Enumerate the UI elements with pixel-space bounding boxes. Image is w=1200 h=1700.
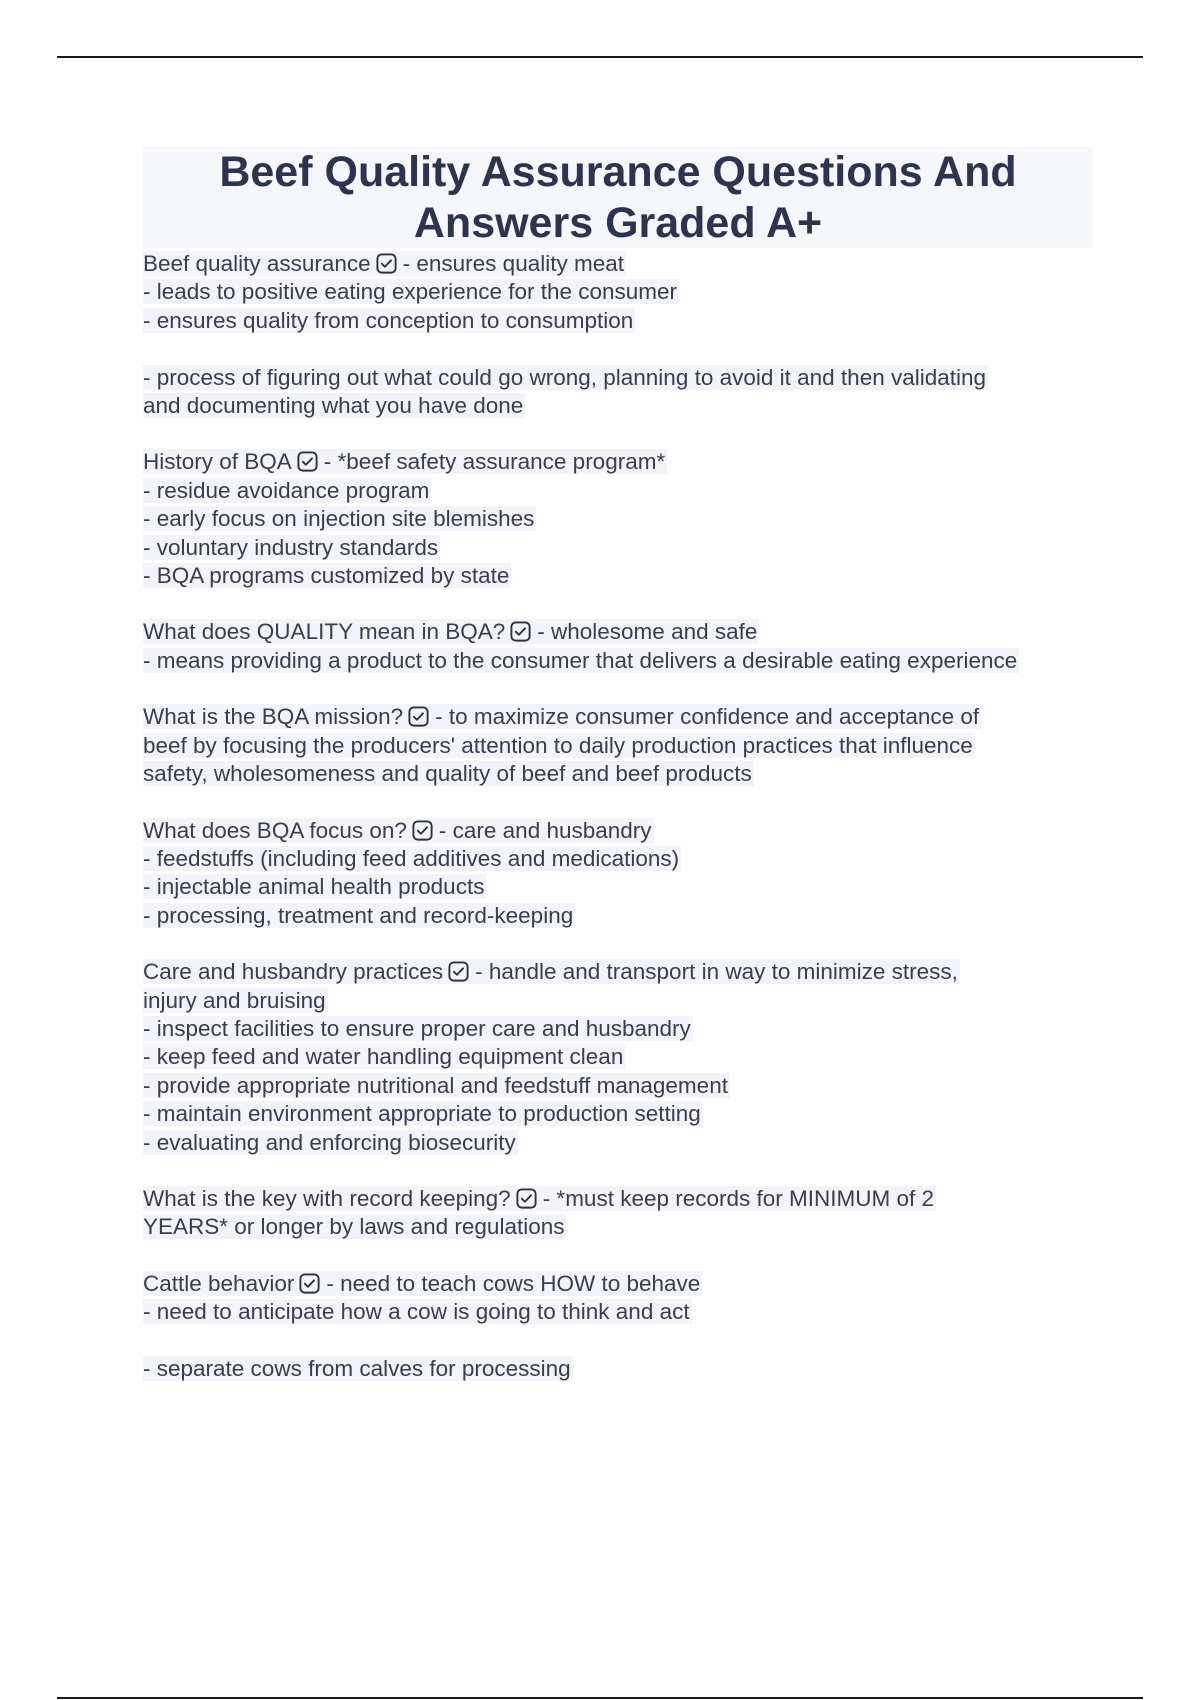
qa-answer-line-row	[143, 1298, 1093, 1326]
title-band	[143, 147, 1093, 248]
qa-highlight	[143, 818, 654, 843]
qa-answer-line-row	[143, 477, 1093, 505]
qa-list	[143, 250, 1093, 1383]
qa-answer-line: - wholesome and safe	[537, 619, 758, 645]
page-title-line-2: Answers Graded A+	[413, 199, 823, 247]
qa-item	[143, 1270, 1093, 1384]
qa-answer-line: - separate cows from calves for processing	[143, 1356, 571, 1381]
page-title-line-1: Beef Quality Assurance Questions And	[219, 148, 1017, 196]
qa-first-line	[143, 1270, 1093, 1298]
qa-answer-line: - keep feed and water handling equipment clean	[143, 1044, 624, 1070]
qa-answer-line-row	[143, 1100, 1093, 1128]
qa-item	[143, 618, 1093, 675]
qa-highlight	[143, 251, 626, 276]
qa-answer-line: - *beef safety assurance program*	[323, 449, 666, 475]
qa-highlight	[143, 959, 960, 984]
footer-rule	[57, 1697, 1143, 1699]
qa-answer-line: - voluntary industry standards	[143, 534, 439, 560]
qa-answer-line: - process of figuring out what could go wrong, planning to avoid it and then validating	[143, 364, 987, 390]
qa-first-line	[143, 618, 1093, 646]
checkbox-checked-icon	[407, 705, 430, 728]
qa-answer-line: - need to teach cows HOW to behave	[326, 1270, 701, 1296]
qa-answer-line-row	[143, 278, 1093, 306]
qa-answer-line: - injectable animal health products	[143, 874, 485, 900]
qa-answer-line: YEARS* or longer by laws and regulations	[143, 1214, 565, 1240]
qa-answer-line: - feedstuffs (including feed additives and medications)	[143, 845, 680, 871]
qa-answer-line-row	[143, 1129, 1093, 1157]
qa-highlight	[143, 619, 759, 644]
qa-answer-line-row	[143, 1327, 1093, 1355]
qa-first-line	[143, 250, 1093, 278]
qa-answer-line: beef by focusing the producers' attention to daily production practices that influence	[143, 732, 973, 758]
qa-answer-line-row	[143, 307, 1093, 335]
checkbox-checked-icon	[515, 1187, 538, 1210]
qa-answer-line-row	[143, 1072, 1093, 1100]
qa-first-line	[143, 703, 1093, 731]
qa-answer-line: - care and husbandry	[438, 817, 652, 843]
qa-question: Care and husbandry practices	[143, 959, 444, 985]
qa-answer-line: - early focus on injection site blemishes	[143, 506, 535, 532]
qa-question: Cattle behavior	[143, 1270, 295, 1296]
qa-answer-line-row	[143, 760, 1093, 788]
qa-answer-line-row	[143, 364, 1093, 392]
qa-answer-line-row	[143, 1015, 1093, 1043]
checkbox-checked-icon	[447, 960, 470, 983]
qa-answer-line: injury and bruising	[143, 987, 326, 1013]
qa-answer-line-row	[143, 647, 1093, 675]
qa-answer-line: and documenting what you have done	[143, 393, 524, 419]
qa-answer-line-row	[143, 902, 1093, 930]
qa-answer-line: safety, wholesomeness and quality of beef and beef products	[143, 761, 752, 787]
qa-highlight	[143, 449, 667, 474]
qa-highlight	[143, 1271, 702, 1296]
qa-item	[143, 703, 1093, 788]
checkbox-checked-icon	[375, 252, 398, 275]
qa-answer-line-row	[143, 873, 1093, 901]
qa-answer-line-row	[143, 1043, 1093, 1071]
qa-answer-line: - handle and transport in way to minimize stress,	[475, 959, 958, 985]
document-body	[143, 147, 1093, 1411]
qa-answer-line: - residue avoidance program	[143, 477, 430, 503]
qa-highlight	[143, 704, 981, 729]
qa-answer-line-row	[143, 335, 1093, 363]
qa-answer-line: - provide appropriate nutritional and feedstuff management	[143, 1072, 728, 1098]
qa-item	[143, 817, 1093, 931]
checkbox-checked-icon	[411, 819, 434, 842]
qa-answer-line: - *must keep records for MINIMUM of 2	[542, 1185, 935, 1211]
qa-answer-line: - leads to positive eating experience for the consumer	[143, 279, 678, 305]
qa-first-line	[143, 448, 1093, 476]
qa-answer-line: - inspect facilities to ensure proper care and husbandry	[143, 1015, 691, 1041]
qa-question: What does BQA focus on?	[143, 817, 407, 843]
qa-answer-line: - maintain environment appropriate to production setting	[143, 1101, 701, 1127]
qa-answer-line: - ensures quality from conception to consumption	[143, 307, 634, 333]
checkbox-checked-icon	[298, 1272, 321, 1295]
qa-item	[143, 1185, 1093, 1242]
qa-answer-line: - ensures quality meat	[402, 251, 624, 276]
qa-answer-line-row	[143, 562, 1093, 590]
qa-answer-line: - need to anticipate how a cow is going to think and act	[143, 1299, 690, 1325]
qa-item	[143, 448, 1093, 590]
qa-answer-line-row	[143, 732, 1093, 760]
qa-answer-line-row	[143, 534, 1093, 562]
qa-question: Beef quality assurance	[143, 251, 371, 276]
qa-first-line	[143, 817, 1093, 845]
qa-item	[143, 958, 1093, 1157]
qa-answer-line-row	[143, 1355, 1093, 1383]
qa-question: History of BQA	[143, 449, 292, 475]
qa-answer-line-row	[143, 392, 1093, 420]
page-title	[153, 147, 1083, 249]
qa-answer-line: - evaluating and enforcing biosecurity	[143, 1129, 516, 1155]
qa-question: What is the BQA mission?	[143, 704, 404, 730]
header-rule	[57, 56, 1143, 58]
qa-answer-line-row	[143, 1213, 1093, 1241]
qa-answer-line-row	[143, 987, 1093, 1015]
qa-first-line	[143, 958, 1093, 986]
qa-highlight	[143, 1186, 936, 1211]
qa-answer-line: - BQA programs customized by state	[143, 563, 510, 589]
qa-first-line	[143, 1185, 1093, 1213]
qa-answer-line-row	[143, 845, 1093, 873]
qa-answer-line: - processing, treatment and record-keeping	[143, 902, 574, 928]
qa-question: What does QUALITY mean in BQA?	[143, 619, 506, 645]
qa-answer-line: - to maximize consumer confidence and acceptance of	[435, 704, 980, 730]
checkbox-checked-icon	[296, 450, 319, 473]
checkbox-checked-icon	[509, 620, 532, 643]
qa-answer-line: - means providing a product to the consumer that delivers a desirable eating experience	[143, 647, 1018, 673]
qa-question: What is the key with record keeping?	[143, 1185, 511, 1211]
qa-answer-line-row	[143, 505, 1093, 533]
qa-item	[143, 250, 1093, 420]
